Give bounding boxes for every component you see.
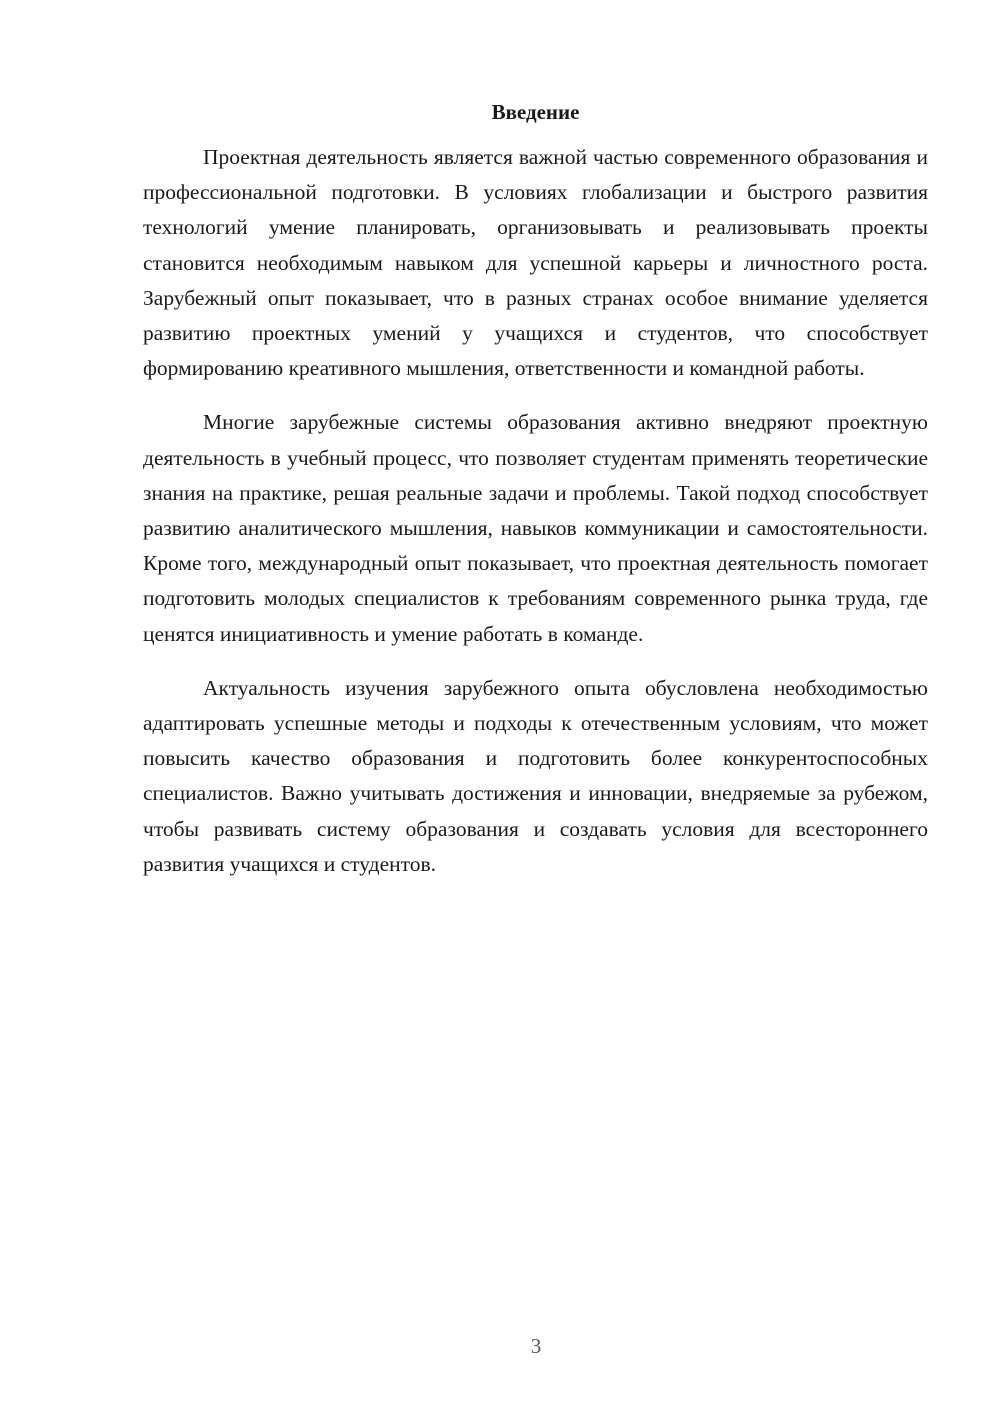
- paragraph-3: Актуальность изучения зарубежного опыта обусловлена необходимостью адаптировать успешные методы и подходы к отечественным условиям, что может повысить качество образования и подготовить более конкурентоспособных специалистов. Важно учитывать достижения и инновации, внедряемые за рубежом, чтобы развивать систему образования и создавать условия для всестороннего развития учащихся и студентов.: [143, 675, 928, 876]
- page-content: [143, 96, 928, 901]
- page-title: Введение: [491, 100, 580, 124]
- paragraph-2: Многие зарубежные системы образования активно внедряют проектную деятельность в учебный процесс, что позволяет студентам применять теоретические знания на практике, решая реальные задачи и проблемы. Такой подход способствует развитию аналитического мышления, навыков коммуникации и самостоятельности. Кроме того, международный опыт показывает, что проектная деятельность помогает подготовить молодых специалистов к требованиям современного рынка труда, где ценятся инициативность и умение работать в команде.: [143, 410, 928, 646]
- page-number: 3: [530, 1334, 542, 1358]
- paragraph-1: Проектная деятельность является важной частью современного образования и профессиональной подготовки. В условиях глобализации и быстрого развития технологий умение планировать, организовывать и реализовывать проекты становится необходимым навыком для успешной карьеры и личностного роста. Зарубежный опыт показывает, что в разных странах особое внимание уделяется развитию проектных умений у учащихся и студентов, что способствует формированию креативного мышления, ответственности и командной работы.: [143, 145, 928, 381]
